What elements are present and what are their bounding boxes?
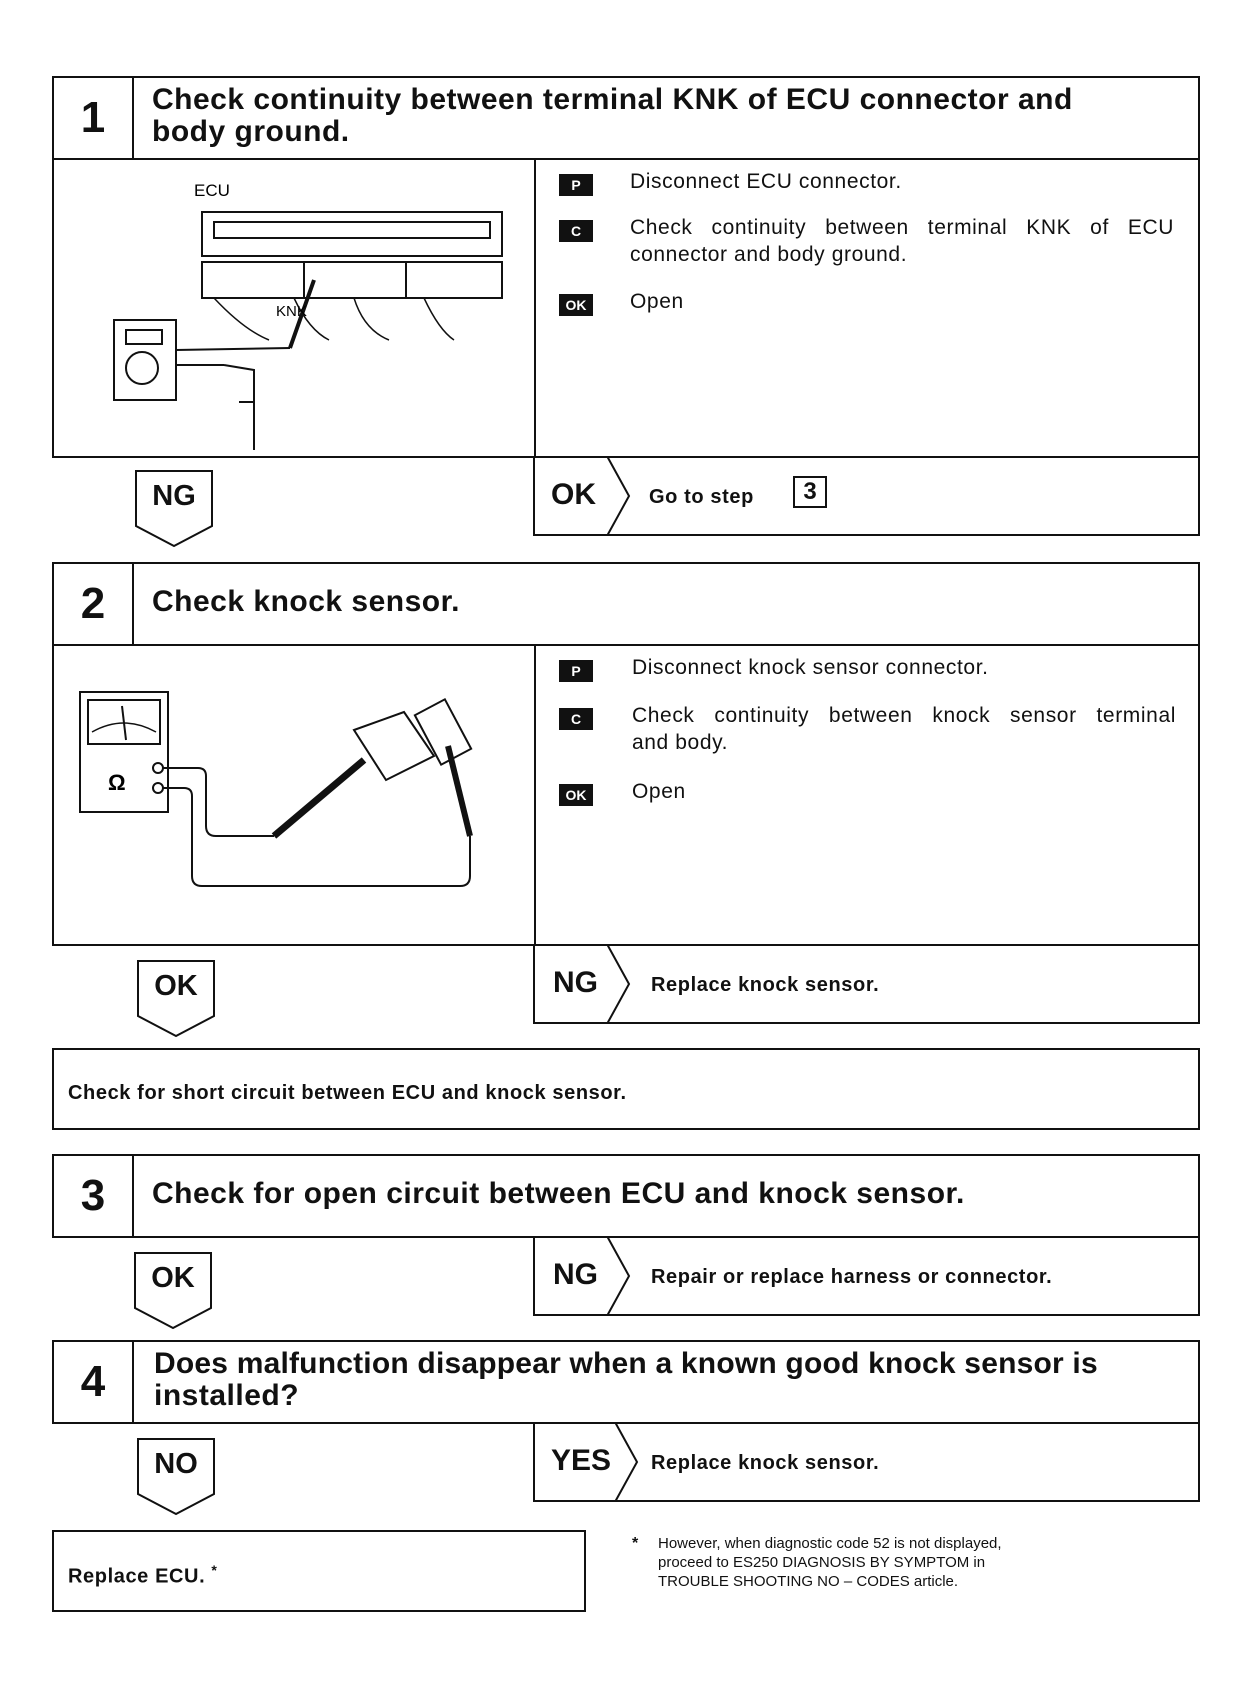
step3-ng-text: Repair or replace harness or connector. [651, 1266, 1053, 1288]
step1-number: 1 [80, 93, 106, 142]
yes-chevron [615, 1422, 639, 1502]
step3-ng-label: NG [553, 1258, 598, 1291]
step4-header-divider [132, 1342, 134, 1422]
step4-title-line1: Does malfunction disappear when a known good knock sensor is [154, 1347, 1098, 1380]
knk-figure-label: KNK [276, 303, 307, 320]
step1-body [52, 158, 1200, 458]
step1-instr-ok: Open [630, 290, 684, 313]
ecu-body-outline [202, 212, 502, 256]
step2-instr-c-line1: Check continuity between knock sensor terminal [632, 704, 1176, 727]
step1-badge-ok: OK [559, 294, 593, 316]
step3-ng-result [533, 1236, 1200, 1316]
step2-badge-c: C [559, 708, 593, 730]
step3-number: 3 [80, 1171, 106, 1220]
step4-no-label: NO [154, 1448, 198, 1480]
step2-ok-tab [137, 960, 215, 1038]
step1-step-ref-box [793, 476, 827, 508]
step1-instr-p: Disconnect ECU connector. [630, 170, 902, 193]
step1-go-to-step-text: Go to step [649, 486, 754, 508]
step2-body-divider [534, 646, 536, 944]
footnote-mark: * [632, 1535, 639, 1552]
step4-yes-result [533, 1422, 1200, 1502]
short-circuit-check-box [52, 1048, 1200, 1130]
step1-ok-result [533, 456, 1200, 536]
step1-ng-tab [135, 470, 213, 548]
replace-ecu-label: Replace ECU. [68, 1565, 206, 1588]
step4-title-line2: installed? [154, 1379, 300, 1412]
step4-yes-text: Replace knock sensor. [651, 1452, 880, 1474]
step2-title: Check knock sensor. [152, 585, 460, 618]
step1-title-line2: body ground. [152, 115, 350, 148]
step3-header-divider [132, 1156, 134, 1236]
step1-title [152, 84, 1192, 148]
step1-instr-c [630, 214, 1174, 268]
footnote-line3: TROUBLE SHOOTING NO – CODES article. [658, 1573, 959, 1590]
step2-ok-label: OK [154, 970, 198, 1002]
step1-ok-label: OK [551, 478, 596, 511]
step4-number: 4 [80, 1357, 106, 1406]
step2-number: 2 [80, 579, 106, 628]
footnote-line2: proceed to ES250 DIAGNOSIS BY SYMPTOM in [658, 1554, 986, 1571]
knock-sensor-test-diagram [74, 676, 524, 926]
ng-chevron [607, 1236, 631, 1316]
multimeter-body [114, 320, 176, 400]
replace-ecu-asterisk: * [211, 1562, 218, 1578]
step1-badge-p: P [559, 174, 593, 196]
step2-instr-c [632, 702, 1176, 756]
ohm-symbol: Ω [108, 770, 126, 795]
footnote-line1: However, when diagnostic code 52 is not displayed, [658, 1535, 1002, 1552]
step1-instr-c-line1: Check continuity between terminal KNK of ECU [630, 216, 1174, 239]
step1-header [52, 76, 1200, 160]
step1-badge-c: C [559, 220, 593, 242]
step2-header [52, 562, 1200, 646]
ng-chevron [607, 944, 631, 1024]
step3-title: Check for open circuit between ECU and knock sensor. [152, 1177, 965, 1210]
step2-badge-p: P [559, 660, 593, 682]
step4-yes-label: YES [551, 1444, 612, 1477]
step1-instr-c-line2: connector and body ground. [630, 243, 908, 266]
step2-instr-ok: Open [632, 780, 686, 803]
step2-badge-ok: OK [559, 784, 593, 806]
step1-header-divider [132, 78, 134, 158]
step2-ng-result [533, 944, 1200, 1024]
step1-step-ref: 3 [803, 478, 817, 505]
knock-sensor-body [354, 712, 434, 780]
replace-ecu-box [52, 1530, 586, 1612]
ecu-connector-diagram [94, 170, 514, 450]
step2-instr-c-line2: and body. [632, 731, 729, 754]
step3-ok-label: OK [151, 1262, 195, 1294]
step1-title-line1: Check continuity between terminal KNK of ECU connector and [152, 83, 1073, 116]
step2-body [52, 644, 1200, 946]
step4-header [52, 1340, 1200, 1424]
ok-chevron [607, 456, 631, 536]
step2-ng-label: NG [553, 966, 598, 999]
step3-ok-tab [134, 1252, 212, 1330]
step2-instr-p: Disconnect knock sensor connector. [632, 656, 989, 679]
step1-body-divider [534, 160, 536, 456]
step2-ng-text: Replace knock sensor. [651, 974, 880, 996]
footnote [658, 1534, 1178, 1591]
ecu-slot [214, 222, 490, 238]
step3-header [52, 1154, 1200, 1238]
short-circuit-check-text: Check for short circuit between ECU and knock sensor. [68, 1082, 627, 1104]
step2-header-divider [132, 564, 134, 644]
step1-ng-label: NG [152, 480, 196, 512]
ecu-figure-label: ECU [194, 181, 230, 200]
step4-no-tab [137, 1438, 215, 1516]
step4-title [154, 1348, 1200, 1412]
ecu-connector-block [202, 262, 502, 298]
replace-ecu-text [68, 1562, 217, 1589]
